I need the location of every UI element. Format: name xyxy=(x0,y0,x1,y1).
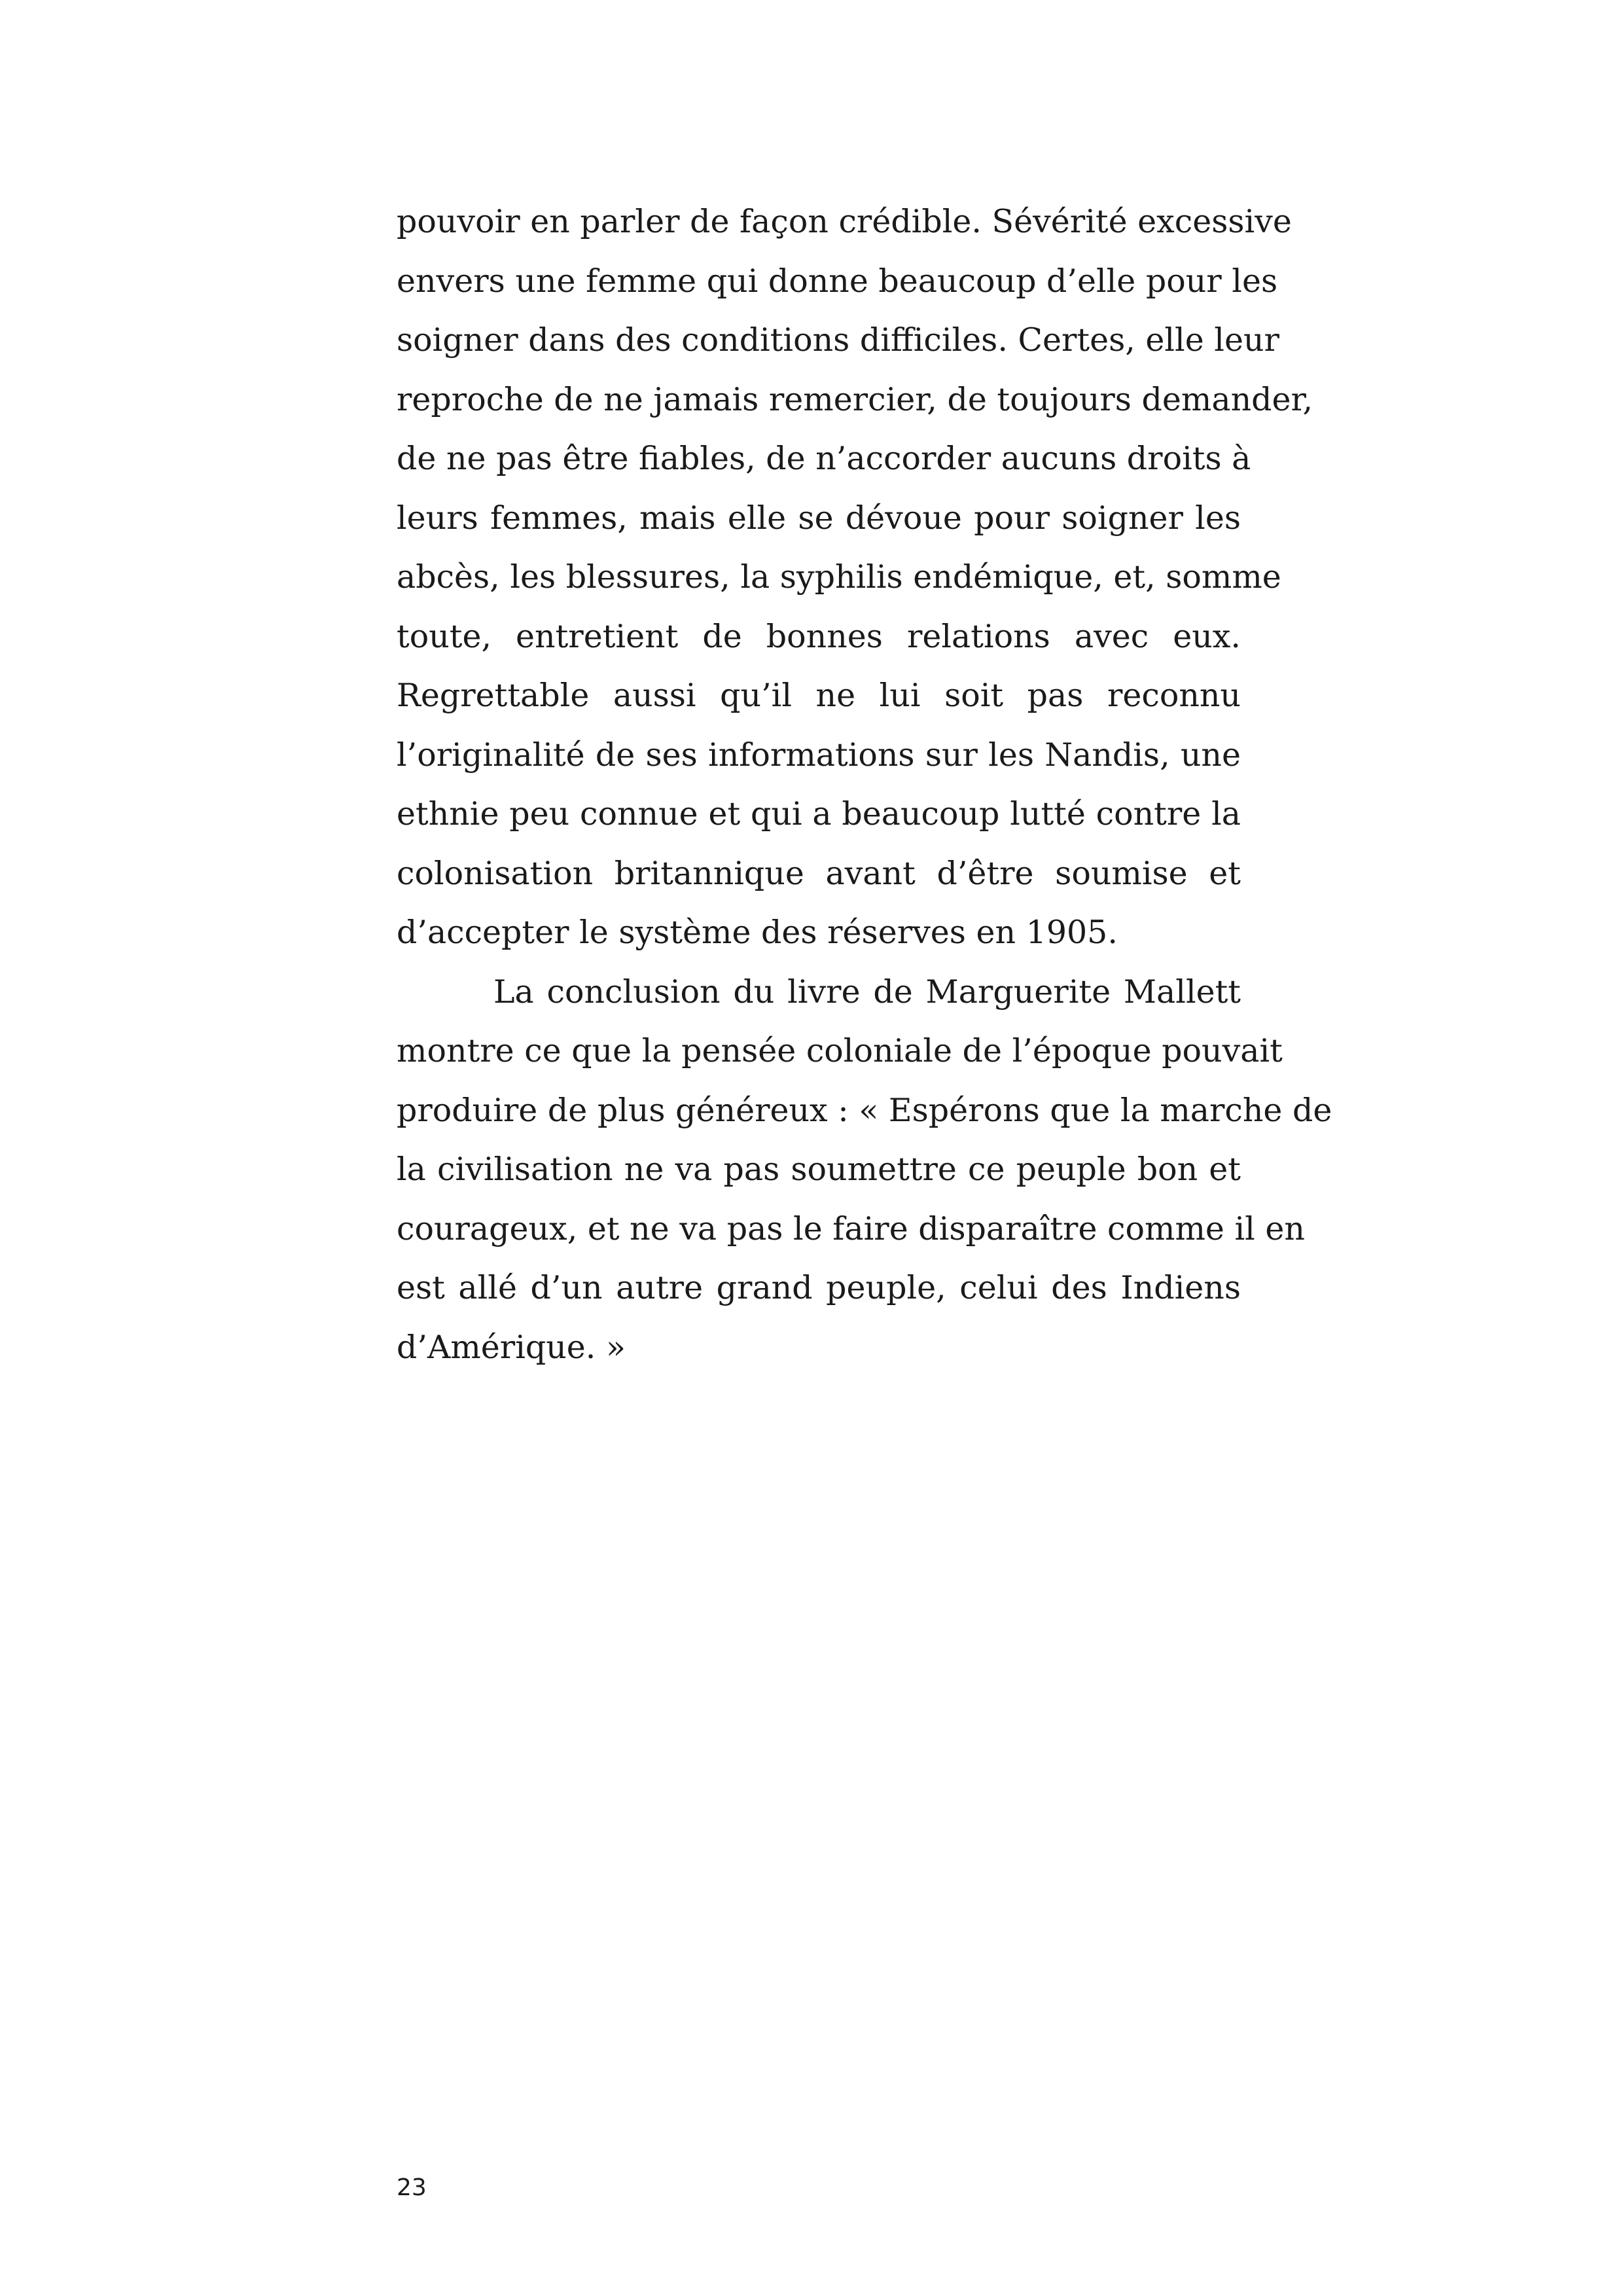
text-line: toute, entretient de bonnes relations avec eux. xyxy=(397,617,1241,655)
text-line: leurs femmes, mais elle se dévoue pour soigner les xyxy=(397,499,1241,537)
text-line: courageux, et ne va pas le faire disparaître comme il en xyxy=(397,1210,1305,1247)
text-line: est allé d’un autre grand peuple, celui des Indiens xyxy=(397,1269,1241,1306)
text-line: colonisation britannique avant d’être soumise et xyxy=(397,854,1241,892)
body-text xyxy=(397,192,1332,1377)
paragraph-2 xyxy=(397,963,1332,1378)
text-line: La conclusion du livre de Marguerite Mallett xyxy=(493,973,1241,1011)
text-line: l’originalité de ses informations sur les Nandis, une xyxy=(397,736,1241,774)
text-line: la civilisation ne va pas soumettre ce peuple bon et xyxy=(397,1151,1241,1188)
text-line: soigner dans des conditions difficiles. Certes, elle leur xyxy=(397,321,1279,359)
text-line: abcès, les blessures, la syphilis endémique, et, somme xyxy=(397,558,1281,596)
paragraph-1 xyxy=(397,192,1313,963)
text-line: montre ce que la pensée coloniale de l’époque pouvait xyxy=(397,1032,1283,1069)
text-line: produire de plus généreux : « Espérons que la marche de xyxy=(397,1091,1332,1129)
text-line: ethnie peu connue et qui a beaucoup lutté contre la xyxy=(397,795,1241,833)
page-number: 23 xyxy=(397,2174,427,2201)
text-line: envers une femme qui donne beaucoup d’elle pour les xyxy=(397,262,1278,300)
text-line: d’Amérique. » xyxy=(397,1328,626,1366)
text-line: pouvoir en parler de façon crédible. Sévérité excessive xyxy=(397,203,1292,240)
text-line: de ne pas être fiables, de n’accorder aucuns droits à xyxy=(397,440,1251,477)
text-line: reproche de ne jamais remercier, de toujours demander, xyxy=(397,380,1313,418)
text-line: Regrettable aussi qu’il ne lui soit pas reconnu xyxy=(397,677,1241,714)
text-line: d’accepter le système des réserves en 1905. xyxy=(397,914,1118,951)
